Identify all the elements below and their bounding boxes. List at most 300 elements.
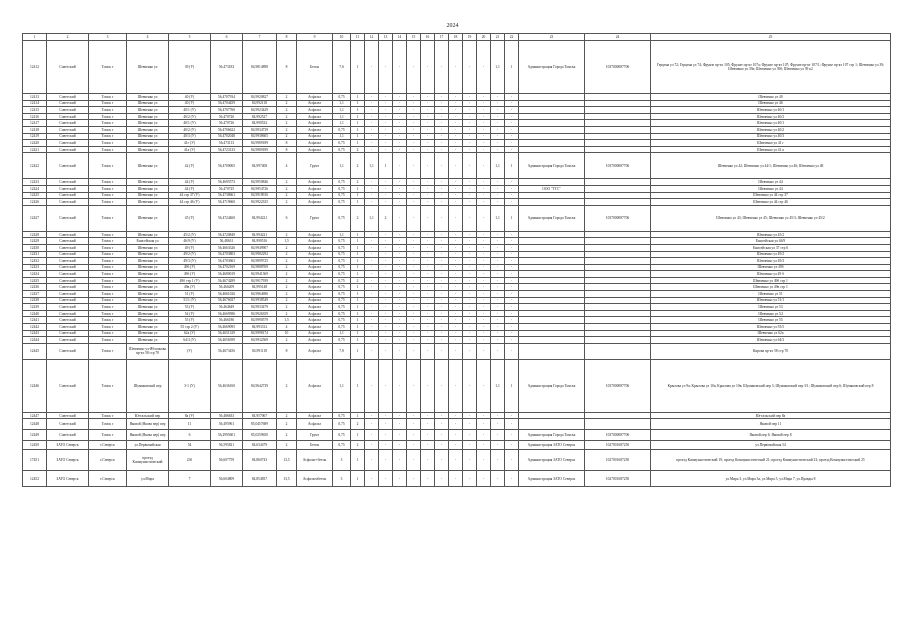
table-cell: Шевченко ул bbox=[127, 41, 169, 94]
table-cell bbox=[519, 419, 585, 430]
table-cell: - bbox=[365, 317, 379, 324]
table-cell: - bbox=[449, 304, 463, 311]
table-cell: - bbox=[379, 258, 393, 265]
table-cell: - bbox=[407, 317, 421, 324]
table-cell: Асфальт bbox=[297, 258, 333, 265]
table-cell: Енисейская ул 37 стр 6 bbox=[651, 244, 891, 251]
table-cell bbox=[585, 140, 651, 147]
table-cell: 56,2995601 bbox=[211, 430, 243, 441]
table-cell: 12449 bbox=[23, 430, 47, 441]
table-cell: - bbox=[379, 120, 393, 127]
table-cell: - bbox=[421, 179, 435, 186]
table-cell: - bbox=[449, 430, 463, 441]
table-cell: Шевченко ул bbox=[127, 113, 169, 120]
table-cell: - bbox=[477, 430, 491, 441]
table-cell: 1,1 bbox=[333, 330, 351, 337]
table-cell: Томск г bbox=[89, 419, 127, 430]
table-cell: Советский bbox=[47, 297, 89, 304]
table-cell: Шевченко ул 49в стр 1 bbox=[651, 284, 891, 291]
table-cell: Шевченко ул 49б стр 1 bbox=[651, 277, 891, 284]
table-cell: - bbox=[435, 264, 449, 271]
table-cell: Асфальт bbox=[297, 238, 333, 245]
table-row bbox=[23, 185, 891, 192]
table-cell: 56,4724460 bbox=[211, 205, 243, 231]
column-header: 15 bbox=[407, 34, 421, 41]
table-row bbox=[23, 441, 891, 450]
table-cell: Асфальт bbox=[297, 304, 333, 311]
table-cell: - bbox=[365, 94, 379, 101]
table-cell: - bbox=[393, 199, 407, 206]
table-cell: - bbox=[393, 113, 407, 120]
table-cell: - bbox=[505, 271, 519, 278]
table-cell: - bbox=[379, 450, 393, 471]
table-cell: 12436 bbox=[23, 284, 47, 291]
table-cell: 2 bbox=[277, 120, 297, 127]
table-cell: 46/9 (У) bbox=[169, 238, 211, 245]
column-header: 6 bbox=[211, 34, 243, 41]
table-cell: - bbox=[491, 297, 505, 304]
table-cell: - bbox=[421, 291, 435, 298]
table-cell: - bbox=[477, 264, 491, 271]
table-cell: - bbox=[393, 140, 407, 147]
table-cell: - bbox=[449, 146, 463, 153]
table-cell: - bbox=[407, 337, 421, 344]
table-cell: 84,9932569 bbox=[243, 337, 277, 344]
table-cell: - bbox=[491, 430, 505, 441]
table-cell: - bbox=[505, 264, 519, 271]
table-cell: 12427 bbox=[23, 205, 47, 231]
table-cell: 84,9917939 bbox=[243, 277, 277, 284]
table-cell: - bbox=[365, 231, 379, 238]
table-cell: - bbox=[435, 271, 449, 278]
table-cell: - bbox=[379, 271, 393, 278]
table-cell: 1 bbox=[351, 343, 365, 359]
table-cell: 56,607759 bbox=[211, 450, 243, 471]
table-cell: - bbox=[365, 324, 379, 331]
table-cell bbox=[519, 304, 585, 311]
registry-table bbox=[22, 33, 891, 487]
table-cell: 56,4674289 bbox=[211, 277, 243, 284]
table-cell: Томск г bbox=[89, 297, 127, 304]
table-cell bbox=[585, 324, 651, 331]
table-row bbox=[23, 277, 891, 284]
table-cell: Шевченко ул 62а bbox=[651, 330, 891, 337]
table-cell: - bbox=[421, 185, 435, 192]
table-cell: 12412 bbox=[23, 41, 47, 94]
table-cell: - bbox=[365, 297, 379, 304]
table-cell: - bbox=[477, 337, 491, 344]
table-cell: - bbox=[393, 277, 407, 284]
column-header: 19 bbox=[463, 34, 477, 41]
table-cell: Советский bbox=[47, 359, 89, 412]
column-header: 22 bbox=[505, 34, 519, 41]
table-cell: 12437 bbox=[23, 291, 47, 298]
table-cell bbox=[519, 297, 585, 304]
table-cell: - bbox=[435, 291, 449, 298]
table-cell: 12435 bbox=[23, 277, 47, 284]
table-cell: - bbox=[407, 120, 421, 127]
table-cell: - bbox=[491, 244, 505, 251]
table-cell: 2 bbox=[277, 264, 297, 271]
table-cell: - bbox=[463, 192, 477, 199]
table-cell: 0,75 bbox=[333, 297, 351, 304]
table-cell: - bbox=[505, 192, 519, 199]
table-cell: 2 bbox=[351, 419, 365, 430]
table-cell bbox=[585, 94, 651, 101]
table-cell: - bbox=[435, 284, 449, 291]
table-cell: 1 bbox=[351, 94, 365, 101]
table-cell: - bbox=[421, 277, 435, 284]
table-cell: - bbox=[407, 271, 421, 278]
table-cell: Томск г bbox=[89, 94, 127, 101]
table-cell: 42 (У) bbox=[169, 153, 211, 179]
table-cell: - bbox=[379, 199, 393, 206]
table-cell: Советский bbox=[47, 412, 89, 419]
table-cell: 8 bbox=[277, 146, 297, 153]
table-cell bbox=[585, 179, 651, 186]
table-cell: Шевченко ул bbox=[127, 304, 169, 311]
table-cell: - bbox=[393, 330, 407, 337]
table-cell: - bbox=[477, 297, 491, 304]
table-cell: ул.Мира bbox=[127, 471, 169, 487]
table-cell: 2 bbox=[277, 133, 297, 140]
table-cell: - bbox=[393, 359, 407, 412]
table-cell: - bbox=[477, 291, 491, 298]
table-cell: - bbox=[365, 430, 379, 441]
table-cell: - bbox=[421, 304, 435, 311]
table-cell: 2 bbox=[277, 284, 297, 291]
table-cell: 0,75 bbox=[333, 140, 351, 147]
table-cell: - bbox=[407, 251, 421, 258]
table-cell: - bbox=[393, 94, 407, 101]
table-cell: 2 bbox=[277, 192, 297, 199]
table-cell: Томск г bbox=[89, 284, 127, 291]
table-cell: 49б (У) bbox=[169, 271, 211, 278]
table-cell: - bbox=[407, 126, 421, 133]
table-cell: - bbox=[477, 113, 491, 120]
table-cell: Асфальт bbox=[297, 185, 333, 192]
table-cell: - bbox=[491, 100, 505, 107]
table-cell: - bbox=[491, 412, 505, 419]
table-cell: - bbox=[505, 284, 519, 291]
table-cell: 2 bbox=[379, 205, 393, 231]
table-cell: - bbox=[477, 153, 491, 179]
table-cell: - bbox=[491, 330, 505, 337]
table-cell: Советский bbox=[47, 430, 89, 441]
table-cell: 2 bbox=[277, 297, 297, 304]
table-cell: - bbox=[393, 337, 407, 344]
table-cell bbox=[585, 271, 651, 278]
table-cell: - bbox=[421, 317, 435, 324]
table-cell bbox=[519, 412, 585, 419]
table-cell bbox=[519, 133, 585, 140]
column-header: 13 bbox=[379, 34, 393, 41]
table-cell: 0,75 bbox=[333, 205, 351, 231]
table-cell: - bbox=[491, 94, 505, 101]
table-cell: - bbox=[365, 192, 379, 199]
table-cell: 12430 bbox=[23, 244, 47, 251]
table-cell: - bbox=[491, 251, 505, 258]
table-cell: Шевченко ул 41 а bbox=[651, 146, 891, 153]
table-cell: - bbox=[421, 113, 435, 120]
table-cell: - bbox=[477, 258, 491, 265]
table-cell: - bbox=[463, 199, 477, 206]
table-cell: 56,4680019 bbox=[211, 271, 243, 278]
table-cell: - bbox=[491, 337, 505, 344]
table-cell: 12414 bbox=[23, 100, 47, 107]
table-cell: - bbox=[477, 231, 491, 238]
table-row bbox=[23, 430, 891, 441]
table-cell: Шевченко ул 49 б bbox=[651, 271, 891, 278]
table-cell: - bbox=[421, 94, 435, 101]
table-cell: 6 bbox=[277, 205, 297, 231]
table-cell: - bbox=[421, 126, 435, 133]
table-cell: - bbox=[365, 330, 379, 337]
table-cell: 2 bbox=[277, 100, 297, 107]
table-cell: 53 (У) bbox=[169, 304, 211, 311]
table-cell: Томск г bbox=[89, 133, 127, 140]
table-cell: - bbox=[505, 430, 519, 441]
table-cell: - bbox=[379, 337, 393, 344]
table-cell: 44 (У) bbox=[169, 179, 211, 186]
column-header: 17 bbox=[435, 34, 449, 41]
table-cell bbox=[585, 120, 651, 127]
table-cell: Шевченко ул 40/3 bbox=[651, 133, 891, 140]
table-cell: 2 bbox=[277, 277, 297, 284]
table-cell: 12442 bbox=[23, 324, 47, 331]
table-cell: - bbox=[435, 238, 449, 245]
table-cell: - bbox=[407, 153, 421, 179]
table-cell: Советский bbox=[47, 238, 89, 245]
table-cell: - bbox=[463, 238, 477, 245]
table-cell: - bbox=[505, 291, 519, 298]
table-cell: - bbox=[407, 140, 421, 147]
table-cell bbox=[519, 258, 585, 265]
table-cell: 84,9918916 bbox=[243, 192, 277, 199]
table-cell: 2 bbox=[277, 430, 297, 441]
table-cell: 12419 bbox=[23, 133, 47, 140]
table-cell: 56,486633 bbox=[211, 412, 243, 419]
table-cell: - bbox=[421, 199, 435, 206]
table-cell: 12445 bbox=[23, 343, 47, 359]
table-cell: - bbox=[491, 441, 505, 450]
table-cell: - bbox=[365, 146, 379, 153]
table-cell: 1 bbox=[351, 317, 365, 324]
table-cell: - bbox=[477, 133, 491, 140]
table-cell: - bbox=[463, 140, 477, 147]
table-cell: Шевченко ул 64/3 bbox=[651, 337, 891, 344]
table-cell: - bbox=[421, 271, 435, 278]
table-cell: - bbox=[449, 258, 463, 265]
table-cell: - bbox=[393, 324, 407, 331]
table-cell: Советский bbox=[47, 179, 89, 186]
table-cell: 1 bbox=[351, 430, 365, 441]
table-cell: 40/2 (У) bbox=[169, 126, 211, 133]
table-cell: - bbox=[477, 419, 491, 430]
table-cell bbox=[519, 192, 585, 199]
table-cell: - bbox=[365, 41, 379, 94]
table-cell: 0,75 bbox=[333, 146, 351, 153]
table-cell: 3-1 (У) bbox=[169, 359, 211, 412]
table-cell: 1,1 bbox=[333, 100, 351, 107]
table-cell: 41а (У) bbox=[169, 146, 211, 153]
table-cell: Советский bbox=[47, 94, 89, 101]
table-cell: 56,4702048 bbox=[211, 133, 243, 140]
table-cell: 12431 bbox=[23, 251, 47, 258]
table-cell bbox=[585, 277, 651, 284]
table-cell: Томск г bbox=[89, 343, 127, 359]
table-cell: 1 bbox=[351, 264, 365, 271]
table-cell: 0,75 bbox=[333, 251, 351, 258]
table-cell: Советский bbox=[47, 192, 89, 199]
table-cell: Советский bbox=[47, 244, 89, 251]
table-cell: Советский bbox=[47, 126, 89, 133]
table-cell bbox=[519, 264, 585, 271]
table-cell: 1 bbox=[505, 41, 519, 94]
table-cell: - bbox=[491, 133, 505, 140]
table-cell bbox=[585, 337, 651, 344]
table-cell: 56,4707760 bbox=[211, 107, 243, 114]
table-cell: Шевченко ул 44 bbox=[651, 179, 891, 186]
table-cell: - bbox=[379, 284, 393, 291]
table-cell: - bbox=[365, 179, 379, 186]
table-cell: - bbox=[393, 126, 407, 133]
table-cell: Шевченко ул bbox=[127, 205, 169, 231]
table-cell: Шевченко ул bbox=[127, 199, 169, 206]
table-cell: Томск г bbox=[89, 113, 127, 120]
table-cell: 12413 bbox=[23, 94, 47, 101]
table-cell: - bbox=[505, 304, 519, 311]
table-cell bbox=[585, 310, 651, 317]
table-cell: 2 bbox=[351, 205, 365, 231]
table-cell: - bbox=[505, 471, 519, 487]
table-cell: - bbox=[393, 231, 407, 238]
table-cell: - bbox=[449, 330, 463, 337]
table-cell: 12425 bbox=[23, 192, 47, 199]
table-cell: - bbox=[393, 297, 407, 304]
table-cell: - bbox=[421, 140, 435, 147]
table-cell bbox=[585, 258, 651, 265]
table-cell: 49/3 (У) bbox=[169, 258, 211, 265]
table-cell: - bbox=[393, 304, 407, 311]
table-cell: 0,75 bbox=[333, 441, 351, 450]
table-cell: - bbox=[505, 277, 519, 284]
table-row bbox=[23, 126, 891, 133]
table-cell: - bbox=[491, 126, 505, 133]
table-cell: 12421 bbox=[23, 146, 47, 153]
table-cell: 7,6 bbox=[333, 41, 351, 94]
table-cell: 1,1 bbox=[333, 133, 351, 140]
table-cell: 0,75 bbox=[333, 419, 351, 430]
table-cell: - bbox=[379, 179, 393, 186]
table-cell: 84,991118 bbox=[243, 343, 277, 359]
table-cell: 2 bbox=[277, 251, 297, 258]
table-cell: - bbox=[449, 192, 463, 199]
table-cell: - bbox=[505, 199, 519, 206]
table-cell: 84,9920827 bbox=[243, 94, 277, 101]
table-cell: - bbox=[393, 192, 407, 199]
table-cell: ЗАТО Северск bbox=[47, 441, 89, 450]
table-row bbox=[23, 205, 891, 231]
table-cell: 12423 bbox=[23, 179, 47, 186]
table-cell: - bbox=[407, 359, 421, 412]
table-cell bbox=[519, 199, 585, 206]
table-cell: Администрация ЗАТО Северск bbox=[519, 471, 585, 487]
table-row bbox=[23, 297, 891, 304]
table-cell: Томск г bbox=[89, 291, 127, 298]
table-cell: Асфальт bbox=[297, 244, 333, 251]
table-cell: 1,1 bbox=[491, 41, 505, 94]
table-cell: Томск г bbox=[89, 271, 127, 278]
table-cell: - bbox=[379, 126, 393, 133]
table-cell: 40 (У) bbox=[169, 94, 211, 101]
table-cell: Асфальт bbox=[297, 324, 333, 331]
table-cell: - bbox=[379, 419, 393, 430]
table-cell: - bbox=[365, 140, 379, 147]
table-cell: 1037000087706 bbox=[585, 205, 651, 231]
table-cell: - bbox=[365, 337, 379, 344]
table-cell: 49б стр 1 (У) bbox=[169, 277, 211, 284]
table-cell: - bbox=[477, 471, 491, 487]
table-cell: 1037000087706 bbox=[585, 41, 651, 94]
table-cell: ул.Первомайская bbox=[127, 441, 169, 450]
table-cell bbox=[585, 304, 651, 311]
table-cell: 8а (У) bbox=[169, 412, 211, 419]
table-cell: - bbox=[365, 133, 379, 140]
table-cell: Асфальт bbox=[297, 231, 333, 238]
table-cell bbox=[585, 284, 651, 291]
table-row bbox=[23, 41, 891, 94]
table-cell: - bbox=[379, 107, 393, 114]
table-cell: 12443 bbox=[23, 330, 47, 337]
table-cell: - bbox=[435, 113, 449, 120]
table-cell: 84,634479 bbox=[243, 441, 277, 450]
table-cell bbox=[519, 94, 585, 101]
table-cell: - bbox=[491, 192, 505, 199]
table-cell: - bbox=[393, 41, 407, 94]
table-cell: Шевченко ул 54 bbox=[651, 310, 891, 317]
column-header: 14 bbox=[393, 34, 407, 41]
table-cell: 0,75 bbox=[333, 317, 351, 324]
table-cell: Енисейская ул bbox=[127, 238, 169, 245]
table-cell: Шевченко ул bbox=[127, 337, 169, 344]
table-cell: - bbox=[393, 412, 407, 419]
table-cell: 2 bbox=[351, 179, 365, 186]
table-cell: 0,75 bbox=[333, 291, 351, 298]
table-cell: 56,4703803 bbox=[211, 251, 243, 258]
table-cell: - bbox=[505, 100, 519, 107]
table-cell: 84,9933479 bbox=[243, 304, 277, 311]
table-cell: - bbox=[393, 133, 407, 140]
table-cell: - bbox=[407, 330, 421, 337]
table-cell: 1 bbox=[351, 133, 365, 140]
table-cell: - bbox=[393, 264, 407, 271]
table-cell: - bbox=[477, 450, 491, 471]
table-cell: - bbox=[477, 324, 491, 331]
table-cell: - bbox=[491, 291, 505, 298]
table-cell: - bbox=[491, 277, 505, 284]
table-row bbox=[23, 419, 891, 430]
table-cell: 1 bbox=[351, 337, 365, 344]
table-cell: 0,75 bbox=[333, 324, 351, 331]
table-cell: - bbox=[379, 471, 393, 487]
table-cell: 1027001687250 bbox=[585, 471, 651, 487]
table-cell: - bbox=[477, 192, 491, 199]
column-header: 4 bbox=[127, 34, 169, 41]
table-cell: - bbox=[421, 146, 435, 153]
table-cell: - bbox=[365, 238, 379, 245]
table-cell: - bbox=[463, 244, 477, 251]
